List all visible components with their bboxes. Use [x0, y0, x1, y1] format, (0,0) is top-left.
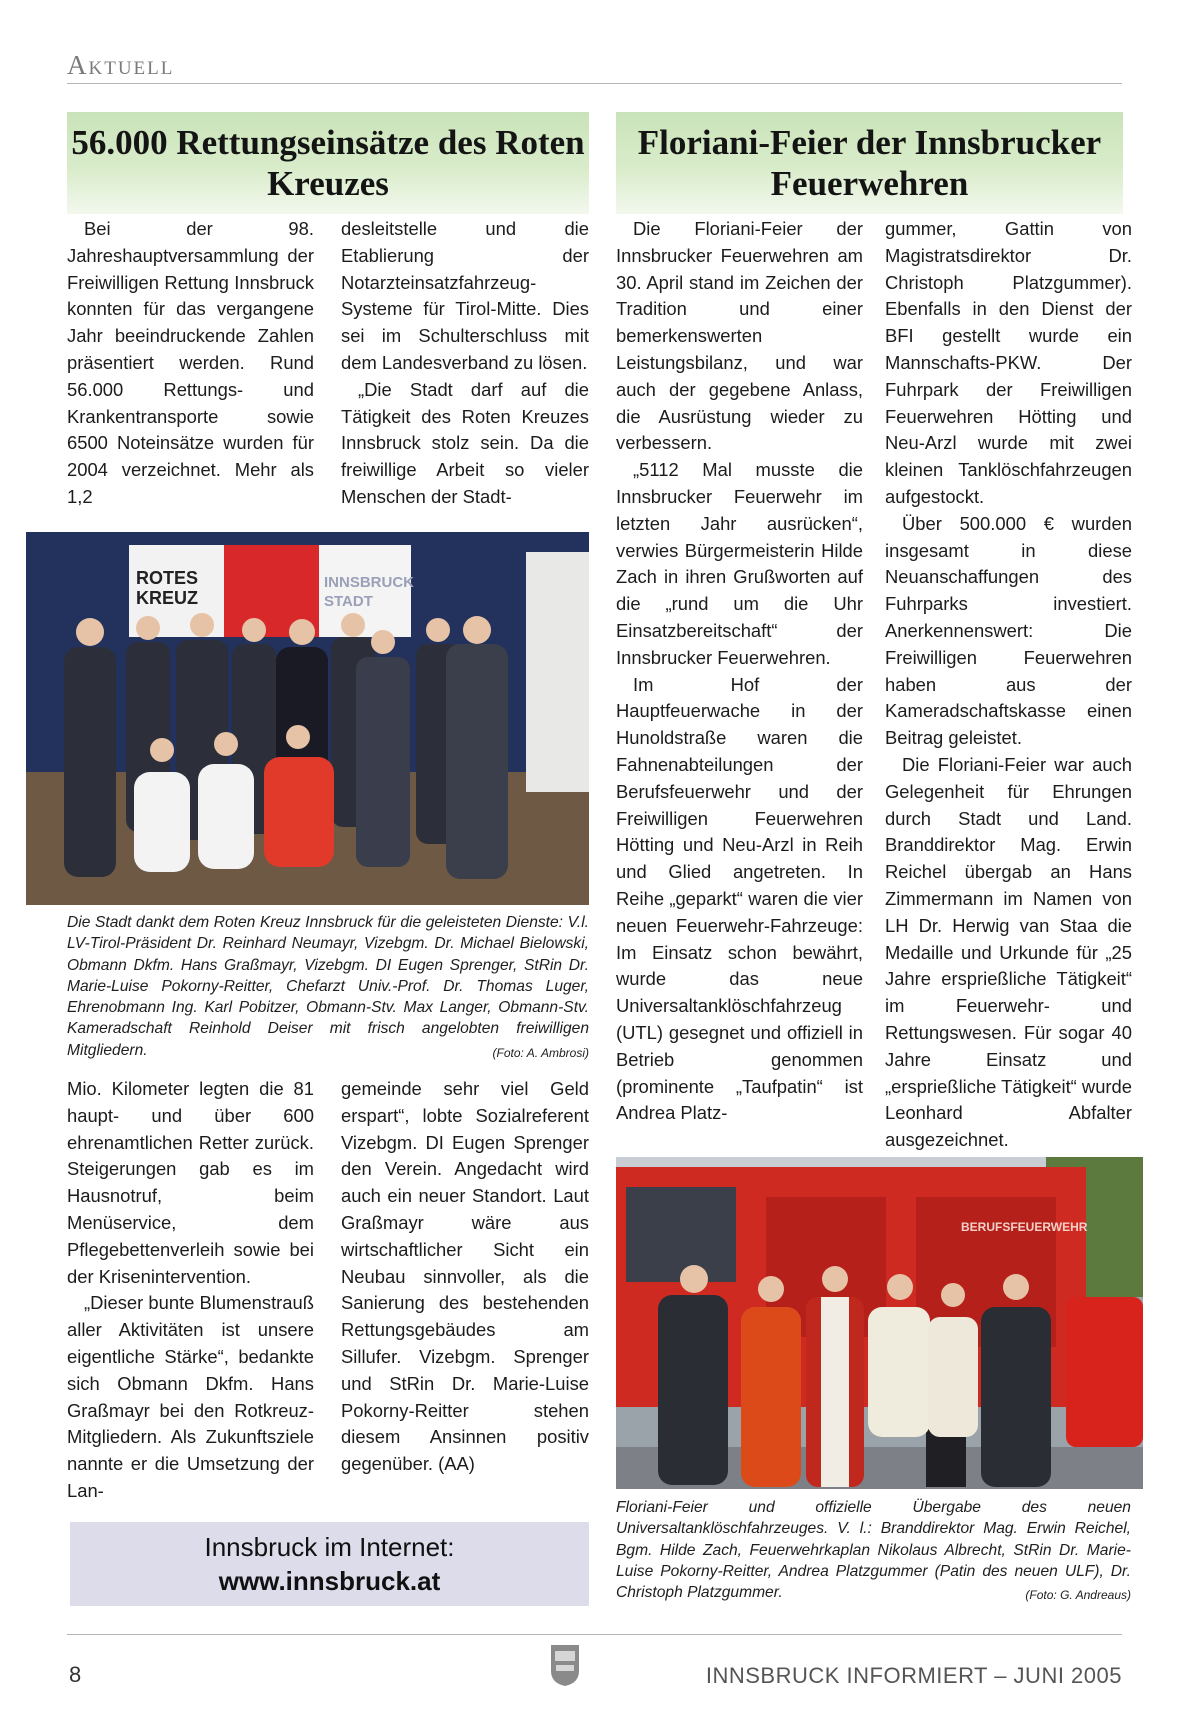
photo-credit: (Foto: A. Ambrosi) [492, 1045, 589, 1060]
caption-text: Die Stadt dankt dem Roten Kreuz Innsbruck für die geleisteten Dienste: V.l. LV-Tirol-Präsident Dr. Reinhard Neumayr, Vizebgm. Dr. Michael Bielowski, Obmann Dkfm. Hans Graßmayr, Vizebgm. DI Eugen Sprenger, StRin Dr. Marie-Luise Pokorny-Reitter, Chefarzt Univ.-Prof. Dr. Thomas Luger, Ehrenobmann Ing. Karl Pobitzer, Obmann-Stv. Max Langer, Obmann-Stv. Kameradschaft Reinhold Deiser mit frisch angelobten freiwilligen Mitgliedern. [67, 914, 589, 1059]
paragraph: „Dieser bunte Blumenstrauß aller Aktivitäten ist unsere eigentliche Stärke“, bedankte sich Obmann Dkfm. Hans Graßmayr bei den Rotkreuz-Mitgliedern. Als Zukunftsziele nannte er die Umsetzung der Lan- [67, 1292, 314, 1501]
section-label: Aktuell [67, 50, 175, 80]
top-divider [67, 83, 1122, 84]
paragraph: „Die Stadt darf auf die Tätigkeit des Roten Kreuzes Innsbruck stolz sein. Da die freiwillige Arbeit so vieler Menschen der Stadt- [341, 378, 589, 507]
paragraph: gummer, Gattin von Magistratsdirektor Dr. Christoph Platzgummer). Ebenfalls in den Dienst der BFI gestellt wurde ein Mannschafts-PKW. Der Fuhrpark der Freiwilligen Feuerwehren Hötting und Neu-Arzl wurde mit zwei kleinen Tanklöschfahrzeugen aufgestockt. [885, 218, 1132, 507]
article-column [341, 1076, 589, 1478]
group-photo-illustration [26, 532, 589, 905]
banner-text-red-cross: ROTES [136, 568, 199, 588]
headline-floriani [616, 112, 1123, 214]
red-cross-group-photo [26, 532, 589, 905]
photo-credit: (Foto: G. Andreaus) [1025, 1588, 1131, 1603]
paragraph: „5112 Mal musste die Innsbrucker Feuerwehr im letzten Jahr ausrücken“, verwies Bürgermeisterin Hilde Zach in ihren Grußworten auf die „rund um die Uhr Einsatzbereitschaft“ der Innsbrucker Feuerwehren. [616, 459, 863, 668]
paragraph: Im Hof der Hauptfeuerwache in der Hunoldstraße waren die Fahnenabteilungen der Berufsfeuerwehr und der Freiwilligen Feuerwehren Hötting und Neu-Arzl in Reih und Glied angetreten. In Reihe „geparkt“ waren die vier neuen Feuerwehr-Fahrzeuge: Im Einsatz schon bewährt, wurde das neue Universaltanklöschfahrzeug (UTL) gesegnet und offiziell in Betrieb genommen (prominente „Taufpatin“ ist Andrea Platz- [616, 673, 863, 1124]
photo-caption [67, 912, 589, 1064]
headline-text: 56.000 Rettungseinsätze des Roten Kreuzes [71, 123, 585, 203]
internet-info-box [70, 1522, 589, 1606]
article-column [67, 1076, 314, 1505]
article-column [67, 216, 314, 511]
paragraph: Über 500.000 € wurden insgesamt in diese Neuanschaffungen des Fuhrparks investiert. Anerkennenswert: Die Freiwilligen Feuerwehren haben aus der Kameradschaftskasse einen Beitrag geleistet. [885, 512, 1132, 749]
article-column [885, 216, 1132, 1154]
article-column [616, 216, 863, 1127]
paragraph: gemeinde sehr viel Geld erspart“, lobte Sozialreferent Vizebgm. DI Eugen Sprenger den Verein. Angedacht wird auch ein neuer Standort. Laut Graßmayr wäre aus wirtschaftlicher Sicht ein Neubau sinnvoller, als die Sanierung des bestehenden Rettungsgebäudes am Sillufer. Vizebgm. Sprenger und StRin Dr. Marie-Luise Pokorny-Reitter stehen diesem Ansinnen positiv gegenüber. (AA) [341, 1078, 589, 1475]
fire-brigade-photo [616, 1157, 1143, 1489]
truck-lettering: BERUFSFEUERWEHR [961, 1220, 1088, 1234]
publication-title: INNSBRUCK INFORMIERT – JUNI 2005 [705, 1663, 1122, 1688]
fire-truck-photo-illustration [616, 1157, 1143, 1489]
photo-caption [616, 1497, 1131, 1606]
bottom-divider [67, 1634, 1122, 1635]
page-number: 8 [69, 1662, 82, 1687]
website-link[interactable]: www.innsbruck.at [218, 1566, 441, 1596]
banner-text-stadt: STADT [324, 593, 373, 610]
paragraph: Bei der 98. Jahreshauptversammlung der Freiwilligen Rettung Innsbruck konnten für das vergangene Jahr beeindruckende Zahlen präsentiert werden. Rund 56.000 Rettungs- und Krankentransporte sowie 6500 Noteinsätze wurden für 2004 verzeichnet. Mehr als 1,2 [67, 218, 314, 507]
paragraph: Die Floriani-Feier war auch Gelegenheit für Ehrungen durch Stadt und Land. Branddirektor Mag. Erwin Reichel übergab an Hans Zimmermann im Namen von LH Dr. Herwig van Staa die Medaille und Urkunde für „25 Jahre ersprießliche Tätigkeit“ im Feuerwehr- und Rettungswesen. Für sogar 40 Jahre Einsatz und „ersprießliche Tätigkeit“ wurde Leonhard Abfalter ausgezeichnet. [885, 753, 1132, 1151]
banner-text-innsbruck: INNSBRUCK [324, 574, 414, 591]
headline-text: Floriani-Feier der Innsbrucker Feuerwehren [637, 123, 1102, 203]
caption-text: Floriani-Feier und offizielle Übergabe des neuen Universaltanklöschfahrzeuges. V. l.: Branddirektor Mag. Erwin Reichel, Bgm. Hilde Zach, Feuerwehrkaplan Nikolaus Albrecht, StRin Dr. Marie-Luise Pokorny-Reitter, Andrea Platzgummer (Patin des neuen ULF), Dr. Christoph Platzgummer. [616, 1499, 1131, 1602]
paragraph: Mio. Kilometer legten die 81 haupt- und über 600 ehrenamtlichen Retter zurück. Steigerungen gab es im Hausnotruf, beim Menüservice, dem Pflegebettenverleih sowie bei der Krisenintervention. [67, 1078, 314, 1287]
article-column [341, 216, 589, 511]
paragraph: Die Floriani-Feier der Innsbrucker Feuerwehren am 30. April stand im Zeichen der Tradition und einer bemerkenswerten Leistungsbilanz, und war auch der gegebene Anlass, die Ausrüstung wieder zu verbessern. [616, 218, 863, 454]
internet-box-label: Innsbruck im Internet: [204, 1532, 455, 1562]
headline-red-cross [67, 112, 589, 214]
paragraph: desleitstelle und die Etablierung der Notarzteinsatzfahrzeug-Systeme für Tirol-Mitte. Dies sei im Schulterschluss mit dem Landesverband zu lösen. [341, 218, 589, 373]
city-crest-icon [549, 1643, 581, 1687]
banner-text-red-cross-2: KREUZ [136, 588, 198, 608]
